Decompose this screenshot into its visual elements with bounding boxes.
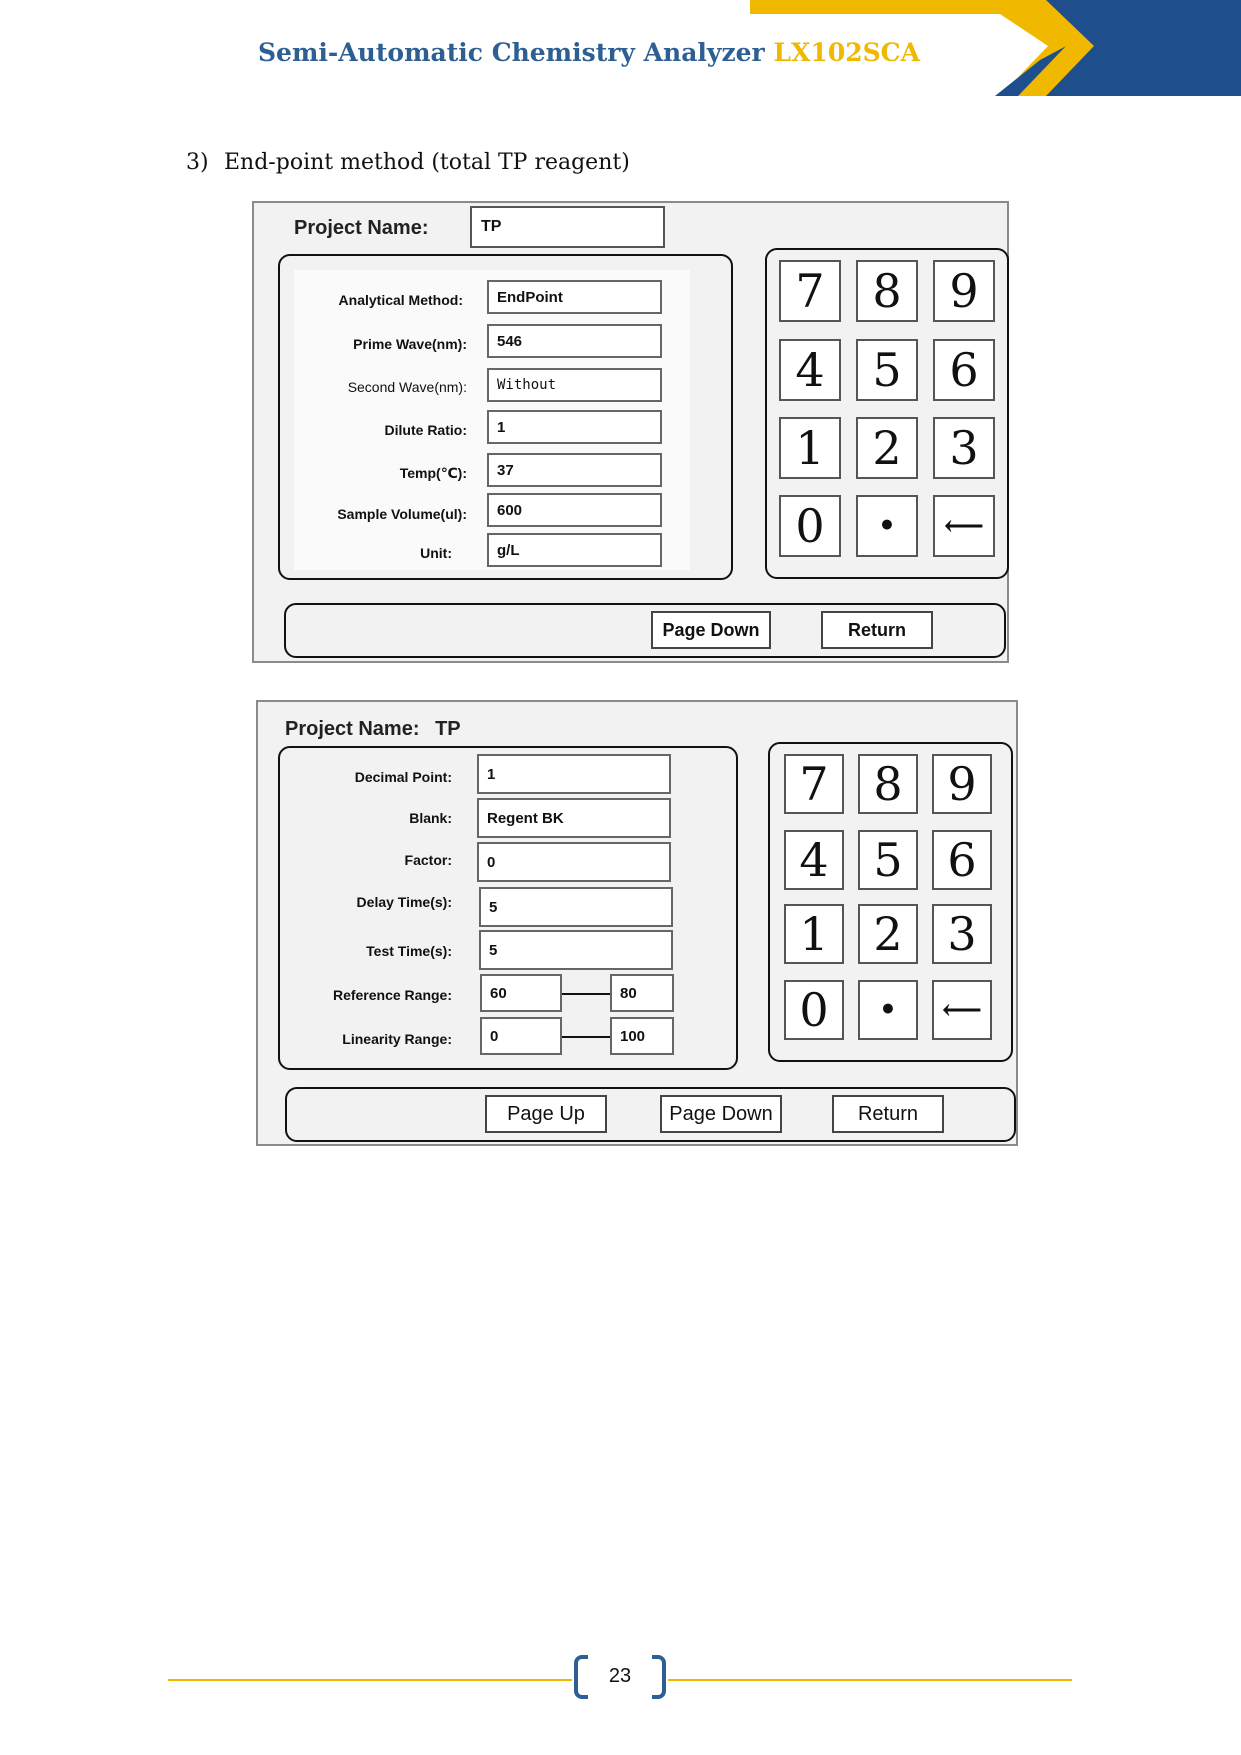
field-label: Blank: bbox=[409, 810, 452, 826]
page-down-button[interactable]: Page Down bbox=[651, 611, 771, 649]
return-button[interactable]: Return bbox=[821, 611, 933, 649]
parameter-screen-page-1 bbox=[252, 201, 1009, 663]
document-title-text: Semi-Automatic Chemistry Analyzer bbox=[258, 38, 765, 67]
keypad-backspace-arrow-icon[interactable]: ⟵ bbox=[932, 980, 992, 1040]
footer-rule-left bbox=[168, 1679, 572, 1681]
keypad-key-7[interactable]: 7 bbox=[784, 754, 844, 814]
keypad-key-6[interactable]: 6 bbox=[933, 339, 995, 401]
keypad-key-2[interactable]: 2 bbox=[858, 904, 918, 964]
reference-range-high-field[interactable]: 80 bbox=[610, 974, 674, 1012]
field-label: Test Time(s): bbox=[366, 943, 452, 959]
temperature-field[interactable]: 37 bbox=[487, 453, 662, 487]
keypad-key-3[interactable]: 3 bbox=[933, 417, 995, 479]
keypad-key-decimal[interactable]: • bbox=[856, 495, 918, 557]
sample-volume-field[interactable]: 600 bbox=[487, 493, 662, 527]
button-bar bbox=[285, 1087, 1016, 1142]
numeric-keypad bbox=[768, 742, 1013, 1062]
prime-wave-field[interactable]: 546 bbox=[487, 324, 662, 358]
section-number: 3) bbox=[186, 150, 209, 175]
page-up-button[interactable]: Page Up bbox=[485, 1095, 607, 1133]
keypad-key-9[interactable]: 9 bbox=[932, 754, 992, 814]
page-down-button[interactable]: Page Down bbox=[660, 1095, 782, 1133]
field-label: Analytical Method: bbox=[338, 292, 463, 308]
field-label: Unit: bbox=[420, 545, 452, 561]
field-label: Decimal Point: bbox=[354, 769, 452, 785]
project-name-label-text: Project Name: bbox=[285, 718, 420, 740]
keypad-key-1[interactable]: 1 bbox=[784, 904, 844, 964]
corner-chevron-logo-icon bbox=[750, 0, 1241, 96]
factor-field[interactable]: 0 bbox=[477, 842, 671, 882]
keypad-key-4[interactable]: 4 bbox=[779, 339, 841, 401]
keypad-key-0[interactable]: 0 bbox=[779, 495, 841, 557]
keypad-key-8[interactable]: 8 bbox=[856, 260, 918, 322]
reference-range-low-field[interactable]: 60 bbox=[480, 974, 562, 1012]
project-name-field[interactable]: TP bbox=[470, 206, 665, 248]
field-label: Temp(℃): bbox=[399, 465, 467, 481]
keypad-key-6[interactable]: 6 bbox=[932, 830, 992, 890]
calculation-parameters-group bbox=[278, 746, 738, 1070]
linearity-range-high-field[interactable]: 100 bbox=[610, 1017, 674, 1055]
keypad-key-5[interactable]: 5 bbox=[856, 339, 918, 401]
keypad-key-decimal[interactable]: • bbox=[858, 980, 918, 1040]
project-name-value: TP bbox=[435, 718, 461, 740]
keypad-key-9[interactable]: 9 bbox=[933, 260, 995, 322]
second-wave-field[interactable]: Without bbox=[487, 368, 662, 402]
project-name-label bbox=[285, 718, 461, 741]
field-label: Sample Volume(ul): bbox=[337, 506, 467, 522]
section-title: End-point method (total TP reagent) bbox=[224, 150, 630, 175]
keypad-key-1[interactable]: 1 bbox=[779, 417, 841, 479]
range-label: Linearity Range: bbox=[342, 1031, 452, 1047]
parameter-screen-page-2 bbox=[256, 700, 1018, 1146]
keypad-key-2[interactable]: 2 bbox=[856, 417, 918, 479]
analytical-method-field[interactable]: EndPoint bbox=[487, 280, 662, 314]
decimal-point-field[interactable]: 1 bbox=[477, 754, 671, 794]
numeric-keypad bbox=[765, 248, 1009, 579]
field-label: Factor: bbox=[404, 852, 452, 868]
field-label: Prime Wave(nm): bbox=[353, 336, 467, 352]
keypad-backspace-arrow-icon[interactable]: ⟵ bbox=[933, 495, 995, 557]
method-parameters-group bbox=[278, 254, 733, 580]
page-number: 23 bbox=[608, 1665, 632, 1687]
range-label: Reference Range: bbox=[332, 987, 452, 1003]
section-heading bbox=[186, 150, 630, 175]
field-label: Delay Time(s): bbox=[356, 894, 452, 910]
field-label: Dilute Ratio: bbox=[384, 422, 467, 438]
keypad-key-8[interactable]: 8 bbox=[858, 754, 918, 814]
keypad-key-4[interactable]: 4 bbox=[784, 830, 844, 890]
blank-field[interactable]: Regent BK bbox=[477, 798, 671, 838]
dilute-ratio-field[interactable]: 1 bbox=[487, 410, 662, 444]
return-button[interactable]: Return bbox=[832, 1095, 944, 1133]
field-label: Second Wave(nm): bbox=[347, 379, 467, 395]
keypad-key-3[interactable]: 3 bbox=[932, 904, 992, 964]
keypad-key-0[interactable]: 0 bbox=[784, 980, 844, 1040]
project-name-label: Project Name: bbox=[294, 217, 429, 239]
keypad-key-5[interactable]: 5 bbox=[858, 830, 918, 890]
test-time-field[interactable]: 5 bbox=[479, 930, 673, 970]
linearity-range-low-field[interactable]: 0 bbox=[480, 1017, 562, 1055]
range-connector bbox=[562, 993, 610, 995]
button-bar bbox=[284, 603, 1006, 658]
keypad-key-7[interactable]: 7 bbox=[779, 260, 841, 322]
unit-field[interactable]: g/L bbox=[487, 533, 662, 567]
delay-time-field[interactable]: 5 bbox=[479, 887, 673, 927]
range-connector bbox=[562, 1036, 610, 1038]
footer-rule-right bbox=[668, 1679, 1072, 1681]
model-name: LX102SCA bbox=[773, 38, 920, 67]
